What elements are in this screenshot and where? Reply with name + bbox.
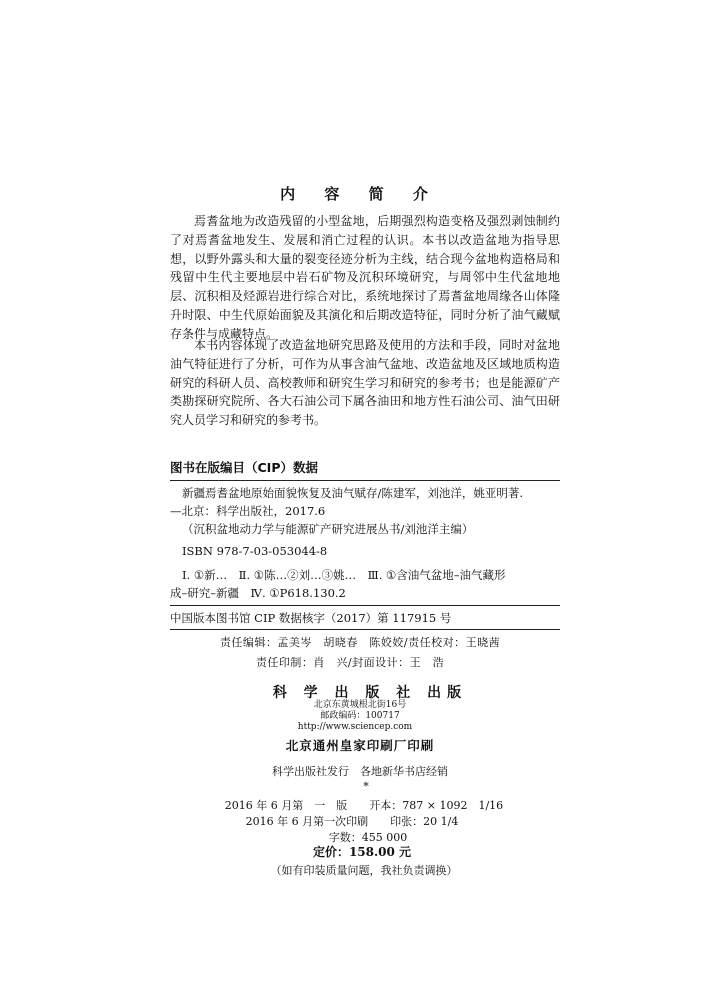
cip-class-line-1: Ⅰ. ①新… Ⅱ. ①陈…②刘…③姚… Ⅲ. ①含油气盆地–油气藏形 <box>182 568 506 582</box>
cip-heading: 图书在版编目（CIP）数据 <box>170 460 318 475</box>
publisher-name: 科 学 出 版 社 出版 <box>272 685 468 701</box>
cip-top-rule <box>170 480 560 481</box>
page-title: 内 容 简 介 <box>280 185 440 203</box>
cip-record <box>170 484 560 538</box>
cip-isbn-block <box>170 542 560 560</box>
editors-credit: 责任编辑：孟美岑 胡晓春 陈姣姣/责任校对：王晓茜 <box>219 636 501 649</box>
intro-text-2: 本书内容体现了改造盆地研究思路及使用的方法和手段，同时对盆地油气特征进行了分析，可作为从事含油气盆地、改造盆地及区域地质构造研究的科研人员、高校教师和研究生学习和研究的参考书；也是能源矿产类勘探研究院所、各大石油公司下属各油田和地方性石油公司、油气田研究人员学习和研究的参考书。 <box>170 338 560 428</box>
word-count: 字数：455 000 <box>328 831 408 844</box>
price: 定价：158.00 元 <box>312 845 412 859</box>
cip-series-line: （沉积盆地动力学与能源矿产研究进展丛书/刘池洋主编） <box>182 522 474 536</box>
cip-classification <box>170 566 560 602</box>
publisher-address: 北京东黄城根北街16号 <box>313 700 407 710</box>
printer-name: 北京通州皇家印刷厂印刷 <box>285 738 435 753</box>
cip-publish-line: —北京：科学出版社，2017.6 <box>170 504 326 518</box>
edition-line-1: 2016 年 6 月第 一 版 开本：787 × 1092 1/16 <box>224 799 504 812</box>
cip-isbn: ISBN 978-7-03-053044-8 <box>182 544 328 558</box>
cip-verify-block <box>170 609 560 627</box>
cip-class-line-2: 成–研究–新疆 Ⅳ. ①P618.130.2 <box>170 586 346 600</box>
cip-verify: 中国版本图书馆 CIP 数据核字（2017）第 117915 号 <box>170 611 452 625</box>
separator-star: * <box>363 780 369 793</box>
cip-title-line: 新疆焉耆盆地原始面貌恢复及油气赋存/陈建军，刘池洋，姚亚明著. <box>182 486 524 500</box>
edition-line-2: 2016 年 6 月第一次印刷 印张：20 1/4 <box>245 815 459 828</box>
quality-notice: （如有印装质量问题，我社负责调换） <box>270 864 458 877</box>
publisher-website: http://www.sciencep.com <box>297 722 413 732</box>
intro-text-1: 焉耆盆地为改造残留的小型盆地，后期强烈构造变格及强烈剥蚀制约了对焉耆盆地发生、发展和消亡过程的认识。本书以改造盆地为指导思想，以野外露头和大量的裂变径迹分析为主线，结合现今盆地构造格局和残留中生代主要地层中岩石矿物及沉积环境研究，与周邻中生代盆地地层、沉积相及烃源岩进行综合对比，系统地探讨了焉耆盆地周缘各山体隆升时限、中生代原始面貌及其演化和后期改造特征，同时分析了油气藏赋存条件与成藏特点。 <box>170 214 560 341</box>
cip-mid-rule <box>170 605 560 606</box>
publisher-postcode: 邮政编码：100717 <box>320 711 400 721</box>
intro-paragraph-1 <box>170 212 560 344</box>
intro-paragraph-2 <box>170 336 560 430</box>
print-credit: 责任印制：肖 兴/封面设计：王 浩 <box>255 656 445 669</box>
distribution-line: 科学出版社发行 各地新华书店经销 <box>272 765 448 778</box>
cip-bottom-rule <box>170 629 560 630</box>
